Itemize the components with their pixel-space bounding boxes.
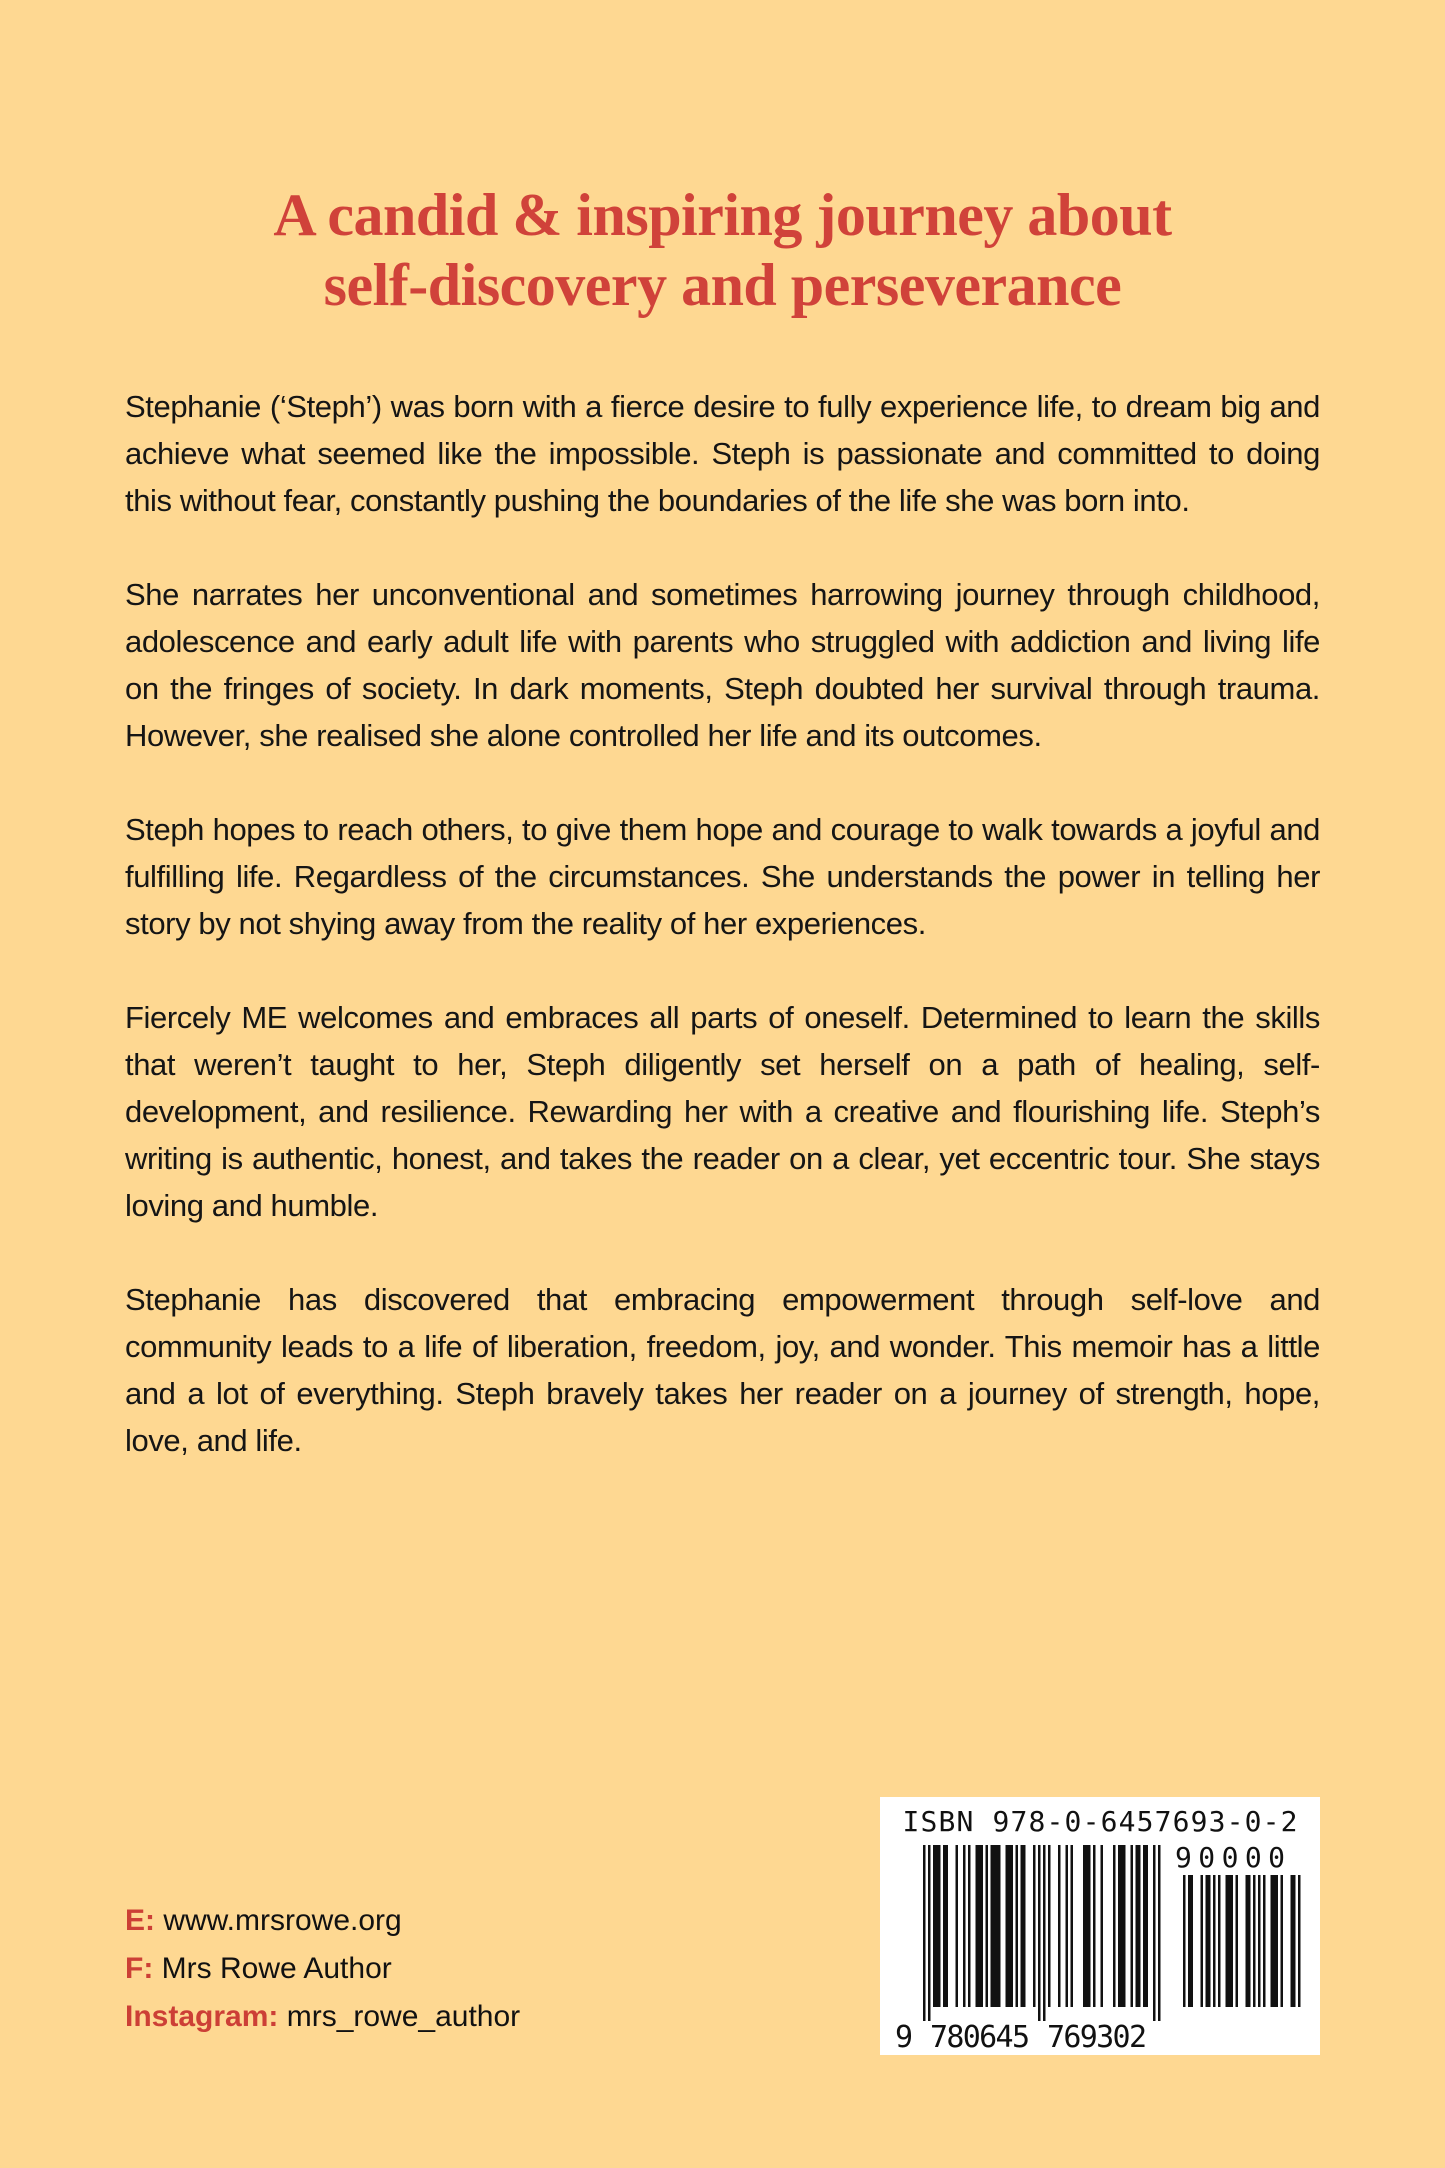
barcode-bar: [933, 1845, 936, 2007]
barcode-bar: [1213, 1875, 1216, 2007]
barcode-bar: [1228, 1875, 1231, 2007]
barcode-bar: [986, 1845, 989, 2007]
contact-facebook: [125, 1945, 520, 1993]
barcode-bar: [1231, 1875, 1234, 2007]
barcode-bar: [928, 1845, 931, 2021]
barcode-bar: [1131, 1845, 1134, 2007]
blurb-paragraph: Stephanie (‘Steph’) was born with a fierce desire to fully experience life, to dream big and achieve what seemed like the impossible. Steph is passionate and committed to doing this without fear, constantly pushing the boundaries of the life she was born into.: [125, 389, 1320, 518]
barcode-bar: [1038, 1845, 1041, 2021]
barcode-bar: [1048, 1845, 1051, 2007]
barcode-bar: [1158, 1845, 1161, 2021]
barcode-graphic: [880, 1797, 1320, 2055]
contact-website: [125, 1897, 520, 1945]
website-link[interactable]: www.mrsrowe.org: [163, 1904, 402, 1937]
barcode-bar: [1066, 1845, 1069, 2007]
right-digits: 769302: [1047, 2020, 1147, 2055]
barcode-bar: [1273, 1875, 1276, 2007]
barcode-bar: [1021, 1845, 1024, 2007]
barcode-bar: [1123, 1845, 1126, 2007]
barcode-bar: [1136, 1845, 1139, 2007]
barcode-bar: [1143, 1845, 1146, 2007]
contact-label: E:: [125, 1904, 155, 1937]
barcode-bar: [1121, 1845, 1124, 2007]
barcode-bar: [1146, 1845, 1149, 2007]
barcode-bar: [998, 1845, 1001, 2007]
headline: [0, 180, 1445, 320]
barcode-bar: [1298, 1875, 1301, 2007]
barcode-bar: [1011, 1845, 1014, 2007]
isbn-barcode: [880, 1797, 1320, 2055]
barcode-bar: [1016, 1845, 1019, 2007]
barcode-bar: [1183, 1875, 1186, 2007]
barcode-bar: [943, 1845, 946, 2007]
barcode-bar: [938, 1845, 941, 2007]
barcode-bar: [1008, 1845, 1011, 2007]
barcode-bar: [1248, 1875, 1251, 2007]
barcode-bar: [1188, 1875, 1191, 2007]
barcode-bar: [1226, 1875, 1229, 2007]
barcode-bar: [978, 1845, 981, 2007]
barcode-bar: [1153, 1845, 1156, 2021]
blurb-paragraph: Stephanie has discovered that embracing empowerment through self-love and community leads to a life of liberation, freedom, joy, and wonder. This memoir has a little and a lot of everything. Steph bravely takes her reader on a journey of strength, hope, love, and life.: [125, 1282, 1320, 1458]
barcode-bar: [968, 1845, 971, 2007]
barcode-bar: [1033, 1845, 1036, 2007]
barcode-bar: [1271, 1875, 1274, 2007]
facebook-handle: Mrs Rowe Author: [161, 1952, 392, 1985]
barcode-bar: [981, 1845, 984, 2007]
barcode-bar: [1138, 1845, 1141, 2007]
barcode-bar: [1023, 1845, 1026, 2007]
first-digit: 9: [895, 2020, 914, 2055]
barcode-bar: [1093, 1845, 1096, 2007]
barcode-bar: [1113, 1845, 1116, 2007]
barcode-bar: [956, 1845, 959, 2007]
left-digits: 780645: [930, 2020, 1030, 2055]
isbn-label: ISBN 978-0-6457693-0-2: [902, 1805, 1298, 1838]
barcode-bar: [1006, 1845, 1009, 2007]
barcode-bar: [1218, 1875, 1221, 2007]
barcode-bar: [1276, 1875, 1279, 2007]
instagram-handle: mrs_rowe_author: [286, 2000, 521, 2033]
barcode-bar: [936, 1845, 939, 2007]
barcode-bar: [1083, 1845, 1086, 2007]
barcode-bar: [963, 1845, 966, 2007]
barcode-bar: [1258, 1875, 1261, 2007]
contact-instagram: [125, 1993, 520, 2041]
addon-digits: 90000: [1175, 1841, 1285, 1874]
barcode-bar: [1236, 1875, 1239, 2007]
barcode-bar: [1191, 1875, 1194, 2007]
blurb-paragraph: Steph hopes to reach others, to give them hope and courage to walk towards a joyful and fulfilling life. Regardless of the circumstances. She understands the power in telling her story by not shying away from the reality of her experiences.: [125, 812, 1320, 941]
barcode-bar: [976, 1845, 979, 2007]
barcode-bar: [1088, 1845, 1091, 2007]
barcode-bar: [923, 1845, 926, 2021]
barcode-bar: [1118, 1845, 1121, 2007]
contact-label: F:: [125, 1952, 154, 1985]
barcode-bar: [1071, 1845, 1074, 2007]
headline-line-1: A candid & inspiring journey about: [273, 182, 1172, 248]
contact-list: [125, 1897, 520, 2041]
headline-line-2: self-discovery and perseverance: [323, 252, 1122, 318]
barcode-bar: [1043, 1845, 1046, 2021]
barcode-bar: [1101, 1845, 1104, 2007]
barcode-bar: [1086, 1845, 1089, 2007]
barcode-bar: [1291, 1875, 1294, 2007]
contact-label: Instagram:: [125, 2000, 279, 2033]
barcode-bar: [946, 1845, 949, 2007]
barcode-bar: [1058, 1845, 1061, 2007]
blurb-paragraph: She narrates her unconventional and sometimes harrowing journey through childhood, adolescence and early adult life with parents who struggled with addiction and living life on the fringes of society. In dark moments, Steph doubted her survival through trauma. However, she realised she alone controlled her life and its outcomes.: [125, 577, 1320, 753]
barcode-bar: [1206, 1875, 1209, 2007]
barcode-bar: [1293, 1875, 1296, 2007]
barcode-bar: [1208, 1875, 1211, 2007]
barcode-bar: [991, 1845, 994, 2007]
barcode-bar: [1246, 1875, 1249, 2007]
barcode-bar: [993, 1845, 996, 2007]
barcode-bar: [1201, 1875, 1204, 2007]
blurb-paragraph: Fiercely ME welcomes and embraces all parts of oneself. Determined to learn the skills that weren’t taught to her, Steph diligently set herself on a path of healing, self-development, and resilience. Rewarding her with a creative and flourishing life. Steph’s writing is authentic, honest, and takes the reader on a clear, yet eccentric tour. She stays loving and humble.: [125, 1000, 1320, 1223]
barcode-bar: [1263, 1875, 1266, 2007]
barcode-bar: [996, 1845, 999, 2007]
blurb: [125, 383, 1320, 1464]
barcode-bar: [1281, 1875, 1284, 2007]
barcode-bar: [1253, 1875, 1256, 2007]
